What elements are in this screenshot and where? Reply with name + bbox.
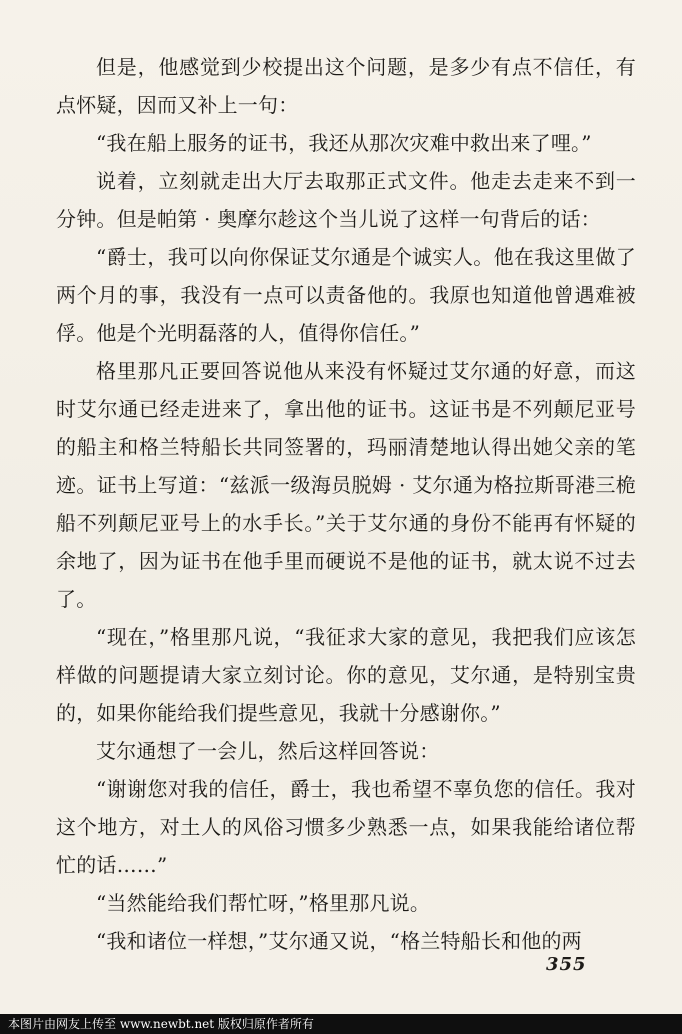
watermark-footer: 本图片由网友上传至 www.newbt.net 版权归原作者所有: [0, 1014, 682, 1034]
paragraph: 艾尔通想了一会儿，然后这样回答说：: [96, 739, 440, 763]
paragraph: “现在，”格里那凡说，“我征求大家的意见，我把我们应该怎样做的问题提请大家立刻讨论。你的意见，艾尔通，是特别宝贵的，如果你能给我们提些意见，我就十分感谢你。”: [56, 625, 636, 725]
paragraph: “我和诸位一样想，”艾尔通又说，“格兰特船长和他的两: [96, 929, 582, 953]
paragraph: 但是，他感觉到少校提出这个问题，是多少有点不信任，有点怀疑，因而又补上一句：: [56, 55, 636, 117]
paragraph: “谢谢您对我的信任，爵士，我也希望不辜负您的信任。我对这个地方，对土人的风俗习惯多少熟悉一点，如果我能给诸位帮忙的话……”: [56, 777, 636, 877]
paragraph: “当然能给我们帮忙呀，”格里那凡说。: [96, 891, 431, 915]
paragraph: 格里那凡正要回答说他从来没有怀疑过艾尔通的好意，而这时艾尔通已经走进来了，拿出他的证书。这证书是不列颠尼亚号的船主和格兰特船长共同签署的，玛丽清楚地认得出她父亲的笔迹。证书上写道：“兹派一级海员脱姆 · 艾尔通为格拉斯哥港三桅船不列颠尼亚号上的水手长。”关于艾尔通的身份不能再有怀疑的余地了，因为证书在他手里而硬说不是他的证书，就太说不过去了。: [56, 359, 636, 611]
text-body: [56, 48, 636, 960]
paragraph: “我在船上服务的证书，我还从那次灾难中救出来了哩。”: [96, 131, 592, 155]
paragraph: 说着，立刻就走出大厅去取那正式文件。他走去走来不到一分钟。但是帕第 · 奥摩尔趁这个当儿说了这样一句背后的话：: [56, 169, 636, 231]
page-number: 355: [546, 954, 587, 975]
paragraph: “爵士，我可以向你保证艾尔通是个诚实人。他在我这里做了两个月的事，我没有一点可以责备他的。我原也知道他曾遇难被俘。他是个光明磊落的人，值得你信任。”: [56, 245, 636, 345]
